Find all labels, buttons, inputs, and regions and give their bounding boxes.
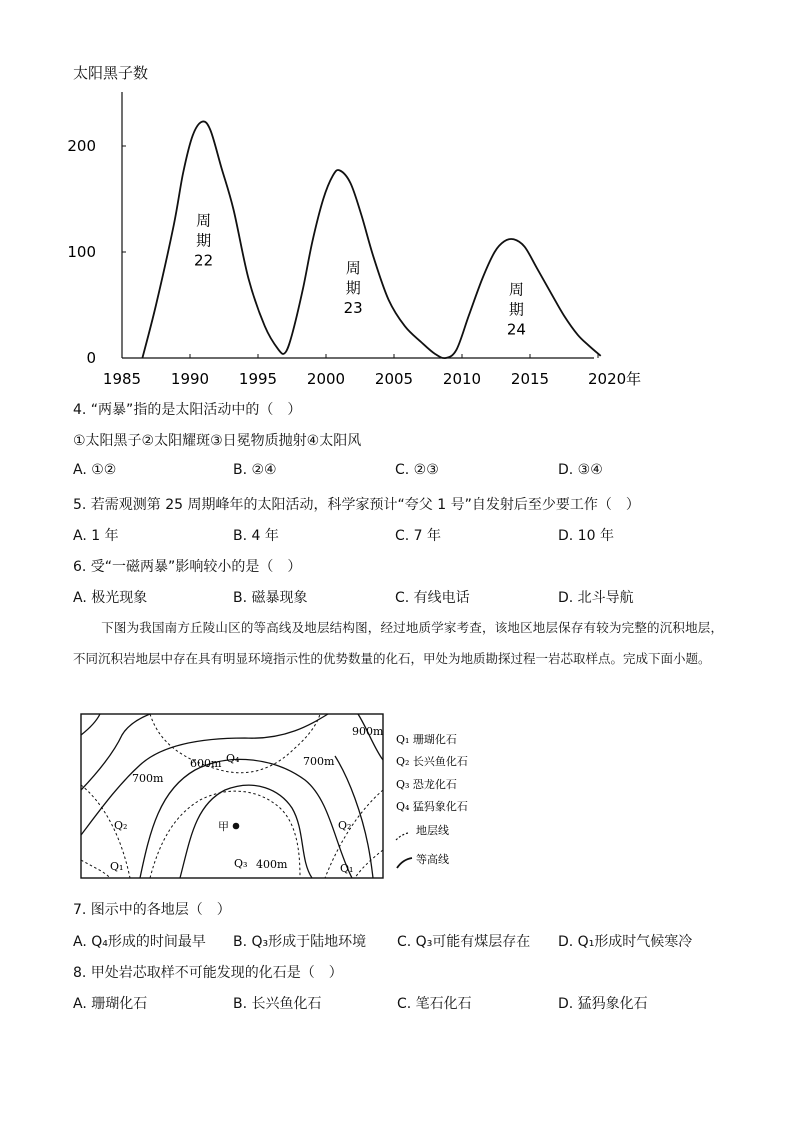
cycle-annotation-text: 期 <box>196 231 212 250</box>
question-7-option-c[interactable]: C. Q₃可能有煤层存在 <box>397 934 531 950</box>
cycle-annotation-text: 期 <box>345 279 361 298</box>
x-tick-label: 2000 <box>306 370 346 388</box>
question-8-option-d[interactable]: D. 猛犸象化石 <box>558 996 648 1012</box>
question-6-option-b[interactable]: B. 磁暴现象 <box>233 590 308 606</box>
contour-label-400m: 400m <box>256 858 288 871</box>
sample-point-dot <box>233 823 240 830</box>
y-tick-label: 100 <box>67 243 96 261</box>
question-7-stem: 7. 图示中的各地层（ ） <box>73 902 231 918</box>
contour-lines <box>81 714 383 878</box>
contour-label-700m-right: 700m <box>303 755 335 768</box>
x-tick-label: 1990 <box>170 370 210 388</box>
question-5-option-d[interactable]: D. 10 年 <box>558 528 614 544</box>
question-8-stem: 8. 甲处岩芯取样不可能发现的化石是（ ） <box>73 965 343 981</box>
question-8-option-c[interactable]: C. 笔石化石 <box>397 996 472 1012</box>
question-4-stem: 4. “两暴”指的是太阳活动中的（ ） <box>73 402 302 418</box>
question-5-stem: 5. 若需观测第 25 周期峰年的太阳活动，科学家预计“夸父 1 号”自发射后至少要工作（ ） <box>73 497 640 513</box>
question-7-option-b[interactable]: B. Q₃形成于陆地环境 <box>233 934 367 950</box>
chart-y-axis-title: 太阳黑子数 <box>73 64 149 82</box>
question-4-option-b[interactable]: B. ②④ <box>233 462 277 478</box>
legend-stratum-line-icon <box>396 833 408 840</box>
sample-point-label: 甲 <box>218 820 229 833</box>
question-6-stem: 6. 受“一磁两暴”影响较小的是（ ） <box>73 559 302 575</box>
cycle-annotation-text: 周 <box>196 211 212 230</box>
legend-contour-line-icon <box>397 858 412 868</box>
contour-label-700m-left: 700m <box>132 772 164 785</box>
x-tick-label: 2020年 <box>588 370 642 388</box>
legend-stratum-line: 地层线 <box>416 824 449 837</box>
contour-line <box>81 714 100 735</box>
stratum-label-q1-right: Q₁ <box>340 862 354 875</box>
question-7-option-a[interactable]: A. Q₄形成的时间最早 <box>73 934 206 950</box>
stratum-label-q2-left: Q₂ <box>114 819 128 832</box>
x-tick-label: 2005 <box>374 370 414 388</box>
question-6-option-d[interactable]: D. 北斗导航 <box>558 590 634 606</box>
x-tick-label: 1985 <box>102 370 142 388</box>
stratum-label-q2-right: Q₂ <box>338 819 352 832</box>
legend-contour-line: 等高线 <box>416 853 449 866</box>
passage-paragraph <box>73 612 723 674</box>
contour-line <box>335 756 373 878</box>
question-5-option-c[interactable]: C. 7 年 <box>395 528 442 544</box>
question-6-option-c[interactable]: C. 有线电话 <box>395 590 470 606</box>
question-8-option-a[interactable]: A. 珊瑚化石 <box>73 996 148 1012</box>
legend-q4: Q₄ 猛犸象化石 <box>396 800 468 813</box>
passage-text: 下图为我国南方丘陵山区的等高线及地层结构图，经过地质学家考查，该地区地层保存有较为完整的沉积地层，不同沉积岩地层中存在具有明显环境指示性的优势数量的化石，甲处为地质勘探过程一岩芯取样点。完成下面小题。 <box>73 620 723 666</box>
sunspot-series-line <box>142 121 600 358</box>
cycle-annotation-text: 24 <box>506 320 526 339</box>
contour-stratum-map <box>0 700 794 890</box>
question-4-sub: ①太阳黑子②太阳耀斑③日冕物质抛射④太阳风 <box>73 433 362 449</box>
question-6-option-a[interactable]: A. 极光现象 <box>73 590 148 606</box>
cycle-annotation-text: 周 <box>345 259 361 278</box>
cycle-annotation-text: 期 <box>508 300 524 319</box>
stratum-line <box>325 790 383 878</box>
question-5-option-a[interactable]: A. 1 年 <box>73 528 119 544</box>
cycle-annotation-text: 23 <box>343 299 363 318</box>
question-7-option-d[interactable]: D. Q₁形成时气候寒冷 <box>558 934 693 950</box>
legend-q3: Q₃ 恐龙化石 <box>396 778 457 791</box>
x-tick-label: 1995 <box>238 370 278 388</box>
sunspot-chart <box>0 0 794 400</box>
x-tick-label: 2010 <box>442 370 482 388</box>
question-8-option-b[interactable]: B. 长兴鱼化石 <box>233 996 322 1012</box>
question-4-option-c[interactable]: C. ②③ <box>395 462 439 478</box>
question-4-option-d[interactable]: D. ③④ <box>558 462 603 478</box>
cycle-annotation-text: 周 <box>508 280 524 299</box>
legend-q1: Q₁ 珊瑚化石 <box>396 733 457 746</box>
stratum-label-q4: Q₄ <box>226 752 240 765</box>
legend-q2: Q₂ 长兴鱼化石 <box>396 755 468 768</box>
question-4-option-a[interactable]: A. ①② <box>73 462 117 478</box>
y-tick-label: 0 <box>86 349 96 367</box>
x-tick-label: 2015 <box>510 370 550 388</box>
stratum-line <box>81 860 110 878</box>
y-tick-label: 200 <box>67 137 96 155</box>
stratum-label-q3: Q₃ <box>234 857 248 870</box>
contour-label-600m: 600m <box>190 757 222 770</box>
stratum-line <box>355 850 383 878</box>
contour-line <box>81 714 328 835</box>
contour-label-900m: 900m <box>352 725 384 738</box>
question-5-option-b[interactable]: B. 4 年 <box>233 528 279 544</box>
stratum-label-q1-left: Q₁ <box>110 860 124 873</box>
cycle-annotation-text: 22 <box>194 251 214 270</box>
